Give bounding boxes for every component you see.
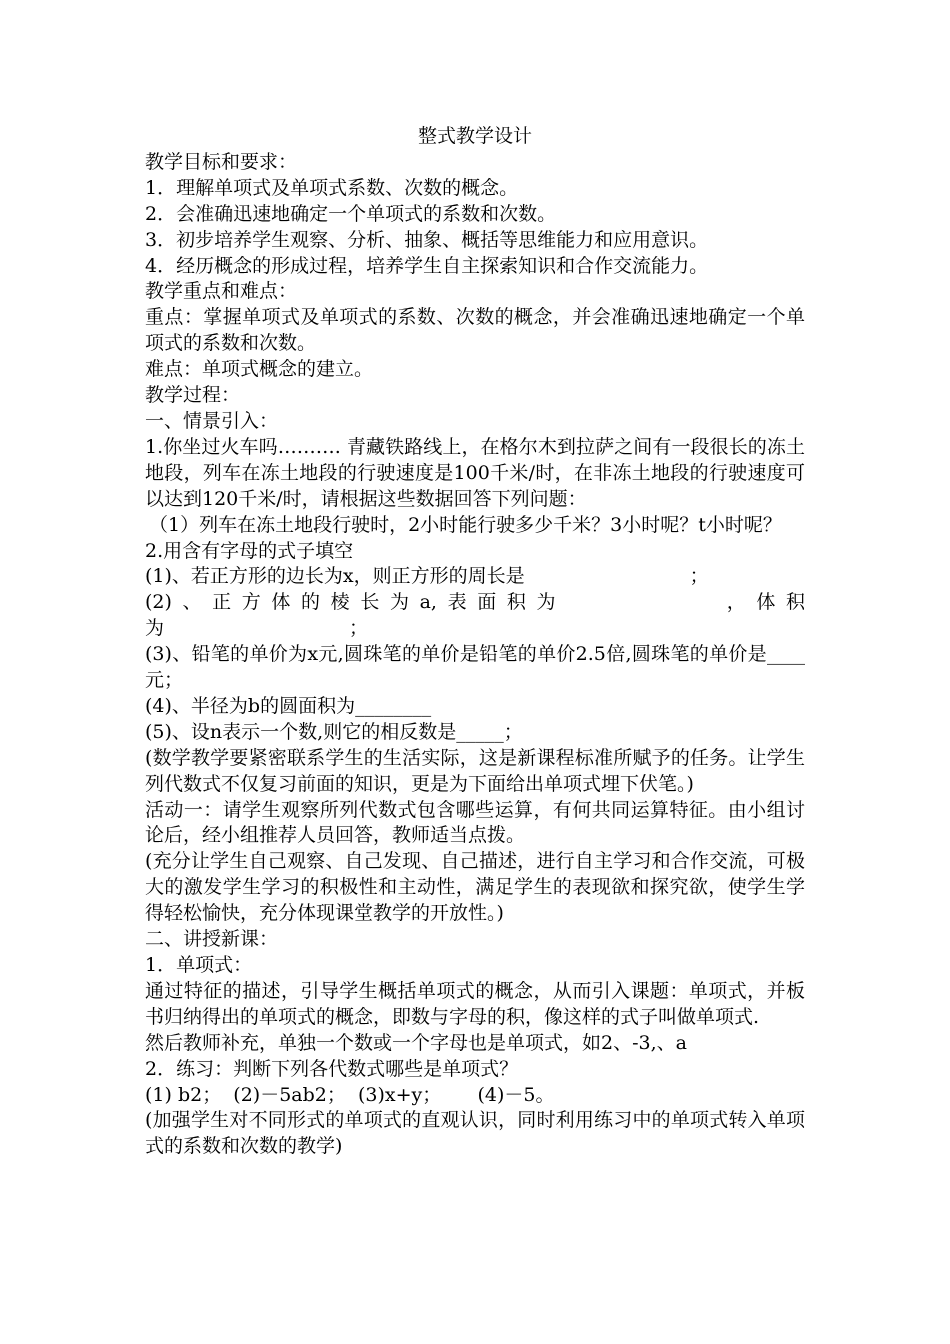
fill-item-2 xyxy=(145,590,805,616)
intro-question-1-sub: （1）列车在冻土地段行驶时，2小时能行驶多少千米？3小时呢？t小时呢？ xyxy=(149,513,782,536)
objective-3: 3．初步培养学生观察、分析、抽象、概括等思维能力和应用意识。 xyxy=(145,228,709,251)
subsection-new-lesson: 二、讲授新课： xyxy=(145,928,279,951)
fill-item-2-cont xyxy=(145,616,805,642)
fill-item-1-end: ； xyxy=(689,565,709,588)
document-title: 整式教学设计 xyxy=(417,125,532,147)
topic-monomial: 1．单项式： xyxy=(145,954,253,976)
monomial-definition: 通过特征的描述，引导学生概括单项式的概念，从而引入课题：单项式，并板书归纳得出的单项式的概念，即数与字母的积，像这样的式子叫做单项式. xyxy=(145,979,805,1028)
teaching-note-1: (数学教学要紧密联系学生的生活实际，这是新课程标准所赋予的任务。让学生列代数式不仅复习前面的知识，更是为下面给出单项式埋下伏笔。) xyxy=(145,746,805,795)
exercise-heading: 2．练习：判断下列各代数式哪些是单项式？ xyxy=(145,1057,519,1080)
fill-item-2-end: ； xyxy=(349,617,369,640)
exercise-items: (1) b2； (2)－5ab2； (3)x+y； (4)－5。 xyxy=(145,1083,555,1106)
activity-1: 活动一：请学生观察所列代数式包含哪些运算，有何共同运算特征。由小组讨论后，经小组推荐人员回答，教师适当点拨。 xyxy=(145,798,805,847)
fill-item-3: (3)、铅笔的单价为x元,圆珠笔的单价是铅笔的单价2.5倍,圆珠笔的单价是____ 元； xyxy=(145,643,805,692)
objective-1: 1．理解单项式及单项式系数、次数的概念。 xyxy=(145,176,519,199)
section-heading-process: 教学过程： xyxy=(145,384,241,407)
objective-2: 2．会准确迅速地确定一个单项式的系数和次数。 xyxy=(145,202,557,225)
fill-item-5: (5)、设n表示一个数,则它的相反数是_____； xyxy=(145,720,523,743)
teacher-supplement: 然后教师补充，单独一个数或一个字母也是单项式，如2、-3,、a xyxy=(145,1031,687,1054)
key-point: 重点：掌握单项式及单项式的系数、次数的概念，并会准确迅速地确定一个单项式的系数和次数。 xyxy=(145,306,805,355)
difficult-point: 难点：单项式概念的建立。 xyxy=(145,358,374,381)
fill-item-1-text: (1)、若正方形的边长为x，则正方形的周长是 xyxy=(145,565,525,588)
section-heading-objectives: 教学目标和要求： xyxy=(145,150,298,173)
fill-item-4: (4)、半径为b的圆面积为________ xyxy=(145,694,432,717)
fill-item-1 xyxy=(145,564,805,590)
intro-question-1: 1.你坐过火车吗………. 青藏铁路线上，在格尔木到拉萨之间有一段很长的冻土地段，列车在冻土地段的行驶速度是100千米/时，在非冻土地段的行驶速度可以达到120千米/时，请根据这些数据回答下列问题： xyxy=(145,435,805,510)
fill-item-2-part3: 为 xyxy=(145,617,165,640)
teaching-note-2: (充分让学生自己观察、自己发现、自己描述，进行自主学习和合作交流，可极大的激发学生学习的积极性和主动性，满足学生的表现欲和探究欲，使学生学得轻松愉快，充分体现课堂教学的开放性。) xyxy=(145,850,805,925)
document-body xyxy=(145,124,805,1160)
fill-item-2-part1: (2)、正方体的棱长为a,表面积为 xyxy=(145,591,567,614)
teaching-note-3: (加强学生对不同形式的单项式的直观认识，同时利用练习中的单项式转入单项式的系数和次数的教学) xyxy=(145,1109,805,1158)
objective-4: 4．经历概念的形成过程，培养学生自主探索知识和合作交流能力。 xyxy=(145,254,709,277)
fill-item-2-part2: ，体积 xyxy=(716,591,805,614)
section-heading-key-points: 教学重点和难点： xyxy=(145,280,298,303)
subsection-intro: 一、情景引入： xyxy=(145,409,279,432)
intro-question-2: 2.用含有字母的式子填空 xyxy=(145,539,354,562)
